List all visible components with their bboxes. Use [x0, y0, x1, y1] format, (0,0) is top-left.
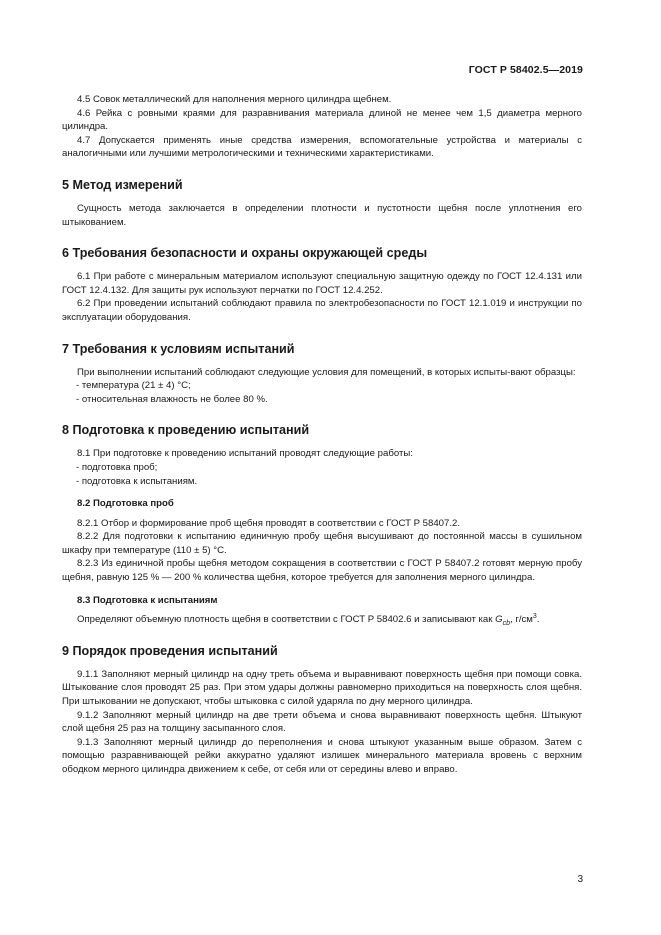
- paragraph-6-2: 6.2 При проведении испытаний соблюдают правила по электробезопасности по ГОСТ 12.1.019 и инструкции по эксплуатации оборудования.: [62, 298, 582, 323]
- subsection-8-2-heading: 8.2 Подготовка проб: [77, 498, 174, 510]
- section-7-intro: При выполнении испытаний соблюдают следующие условия для помещений, в которых испыты-вают образцы:: [77, 366, 576, 378]
- section-8-heading: 8 Подготовка к проведению испытаний: [62, 423, 310, 438]
- section-6-heading: 6 Требования безопасности и охраны окружающей среды: [62, 246, 428, 261]
- density-symbol-subscript: cb: [502, 620, 511, 628]
- paragraph-8-1: 8.1 При подготовке к проведению испытаний проводят следующие работы:: [77, 448, 413, 460]
- list-item: - подготовка к испытаниям.: [76, 475, 198, 487]
- document-body: [62, 93, 582, 777]
- list-item: - относительная влажность не более 80 %.: [76, 393, 268, 405]
- paragraph-9-1-1: 9.1.1 Заполняют мерный цилиндр на одну треть объема и выравнивают поверхность щебня при помощи совка. Штыкование слоя проводят 25 раз. При этом удары должны равномерно приходиться на поверхность слоя щебня. При штыковании не допускают, чтобы штыковка с силой ударяла по дну мерного цилиндра.: [62, 668, 582, 708]
- density-symbol: G: [495, 614, 503, 626]
- section-5-text: Сущность метода заключается в определении плотности и пустотности щебня после уплотнения его штыкованием.: [62, 202, 582, 228]
- page-number: 3: [577, 874, 583, 885]
- paragraph-8-3-end: .: [536, 614, 540, 626]
- section-9-heading: 9 Порядок проведения испытаний: [62, 643, 278, 658]
- paragraph-8-2-2: 8.2.2 Для подготовки к испытанию единичную пробу щебня высушивают до постоянной массы в сушильном шкафу при температуре (110 ± 5) °С.: [62, 531, 582, 556]
- document-header: ГОСТ Р 58402.5—2019: [468, 64, 583, 76]
- paragraph-8-3: [62, 613, 582, 627]
- section-5-heading: 5 Метод измерений: [62, 177, 183, 192]
- list-item: - подготовка проб;: [76, 461, 158, 473]
- list-item: - температура (21 ± 4) °С;: [76, 380, 191, 392]
- paragraph-4-7: 4.7 Допускается применять иные средства измерения, вспомогательные устройства и материалы с аналогичными или лучшими метрологическими и техническими характеристиками.: [62, 134, 582, 160]
- paragraph-8-2-1: 8.2.1 Отбор и формирование проб щебня проводят в соответствии с ГОСТ Р 58407.2.: [77, 517, 461, 529]
- paragraph-8-3-text: Определяют объемную плотность щебня в соответствии с ГОСТ Р 58402.6 и записывают как: [77, 614, 493, 626]
- paragraph-4-6: 4.6 Рейка с ровными краями для разравнивания материала длиной не менее чем 1,5 диаметра мерного цилиндра.: [62, 107, 582, 133]
- subsection-8-3-heading: 8.3 Подготовка к испытаниям: [77, 594, 218, 606]
- paragraph-8-2-3: 8.2.3 Из единичной пробы щебня методом сокращения в соответствии с ГОСТ Р 58407.2 готовят мерную пробу щебня, равную 125 % — 200 % количества щебня, которое требуется для заполнения мерного цилиндра.: [62, 558, 582, 584]
- density-unit: , г/см: [510, 614, 533, 626]
- paragraph-9-1-3: 9.1.3 Заполняют мерный цилиндр до переполнения и снова штыкуют указанным выше образом. Затем с помощью разравнивающей рейки аккуратно удаляют излишек минерального материала вровень с верхним ободком мерного цилиндра движением к себе, от себя или от середины влево и вправо.: [62, 736, 582, 775]
- section-7-heading: 7 Требования к условиям испытаний: [62, 341, 295, 356]
- paragraph-4-5: 4.5 Совок металлический для наполнения мерного цилиндра щебнем.: [77, 94, 392, 105]
- density-unit-superscript: 3: [532, 613, 537, 621]
- paragraph-6-1: 6.1 При работе с минеральным материалом используют специальную защитную одежду по ГОСТ 12.4.131 или ГОСТ 12.4.132. Для защиты рук используют перчатки по ГОСТ 12.4.252.: [62, 271, 582, 296]
- paragraph-9-1-2: 9.1.2 Заполняют мерный цилиндр на две трети объема и снова выравнивают поверхность щебня. Штыкуют слой щебня 25 раз на толщину засыпанного слоя.: [62, 709, 582, 735]
